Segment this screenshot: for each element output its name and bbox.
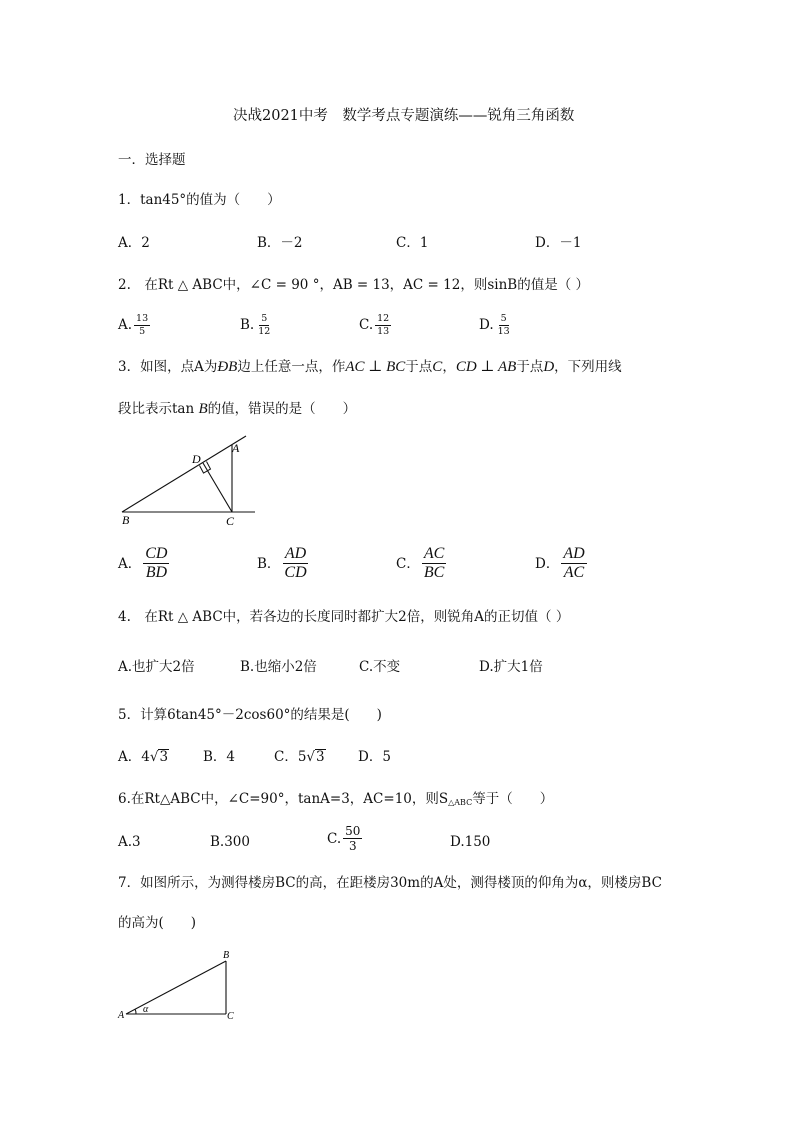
question-4-option-b: B.也缩小2倍 [240, 659, 317, 675]
question-3-option-a [118, 546, 169, 581]
question-7-figure [116, 946, 246, 1026]
option-letter: A. [118, 317, 133, 333]
option-letter: C. [359, 317, 374, 333]
question-2-option-b [240, 314, 272, 336]
option-fraction: $\frac{50}{3}$ [345, 824, 361, 853]
figure-label-b: B [122, 513, 130, 527]
question-7-stem-line2: 的高为( ) [118, 915, 197, 931]
option-fraction: $\frac{5}{13}$ [497, 313, 510, 337]
question-1-option-b: B．－2 [257, 235, 303, 251]
option-fraction: $\frac{AD}{AC}$ [563, 545, 585, 581]
question-1-option-d: D．－1 [535, 235, 582, 251]
question-6-stem: 6.在Rt△ABC中，∠C=90°，tanA=3，AC=10，则$S_{\triangle ABC}$等于（ ） [118, 791, 554, 807]
page-title: 决战2021中考 数学考点专题演练——锐角三角函数 [233, 108, 575, 124]
question-6-option-a: A.3 [118, 834, 141, 850]
option-fraction: $\frac{13}{5}$ [136, 313, 149, 337]
question-6-option-c [327, 825, 362, 852]
option-fraction: $\frac{5}{12}$ [258, 313, 271, 337]
question-5-option-b: B．4 [203, 749, 236, 765]
section-heading: 一．选择题 [118, 152, 186, 168]
question-1-stem: 1．tan45°的值为（ ） [118, 192, 281, 208]
figure-label-c: C [226, 514, 235, 528]
option-fraction: $\frac{AD}{CD}$ [284, 545, 307, 581]
option-letter: B． [257, 555, 281, 572]
option-letter: C． [396, 555, 420, 572]
option-letter: B. [240, 317, 255, 333]
question-3-stem-line1: 3．如图，点A为ÐB边上任意一点，作AC ⊥ BC于点C，CD ⊥ AB于点D，下列用线 [118, 359, 622, 375]
figure-label-a: A [118, 1010, 125, 1021]
question-4-option-a: A.也扩大2倍 [118, 659, 195, 675]
question-3-stem-line2: 段比表示tan B的值，错误的是（ ） [118, 401, 357, 417]
option-letter: D． [535, 555, 560, 572]
question-4-stem: 4. 在Rt △ ABC中，若各边的长度同时都扩大2倍，则锐角A的正切值（ ） [118, 609, 570, 625]
question-5-stem: 5．计算6tan45°－2cos60°的结果是( ) [118, 707, 382, 723]
figure-label-a: A [232, 441, 240, 455]
option-letter: D. [479, 317, 494, 333]
question-4-option-c: C.不变 [359, 659, 401, 675]
option-fraction: $\frac{CD}{BD}$ [145, 545, 168, 581]
figure-label-c: C [227, 1011, 234, 1022]
option-fraction: $\frac{AC}{BC}$ [423, 545, 445, 581]
question-2-option-d [479, 314, 512, 336]
option-letter: C. [327, 830, 342, 847]
question-7-stem-line1: 7．如图所示，为测得楼房BC的高，在距楼房30m的A处，测得楼顶的仰角为α，则楼房BC [118, 875, 662, 891]
question-6-option-d: D.150 [450, 834, 491, 850]
figure-label-b: B [223, 950, 230, 961]
option-letter: A． [118, 555, 142, 572]
question-2-stem: 2. 在Rt △ ABC中，∠C = 90 °，AB = 13，AC = 12，则sinB的值是（ ） [118, 277, 589, 293]
question-5-option-d: D．5 [358, 749, 391, 765]
question-2-option-c [359, 314, 391, 336]
question-5-option-c: C．5√3 [274, 749, 325, 765]
option-fraction: $\frac{12}{13}$ [377, 313, 390, 337]
question-3-option-b [257, 546, 309, 581]
question-5-option-a: A．4√3 [118, 749, 169, 765]
question-6-option-b: B.300 [210, 834, 250, 850]
question-3-option-d [535, 546, 587, 581]
question-3-figure [112, 430, 262, 530]
figure-label-alpha: α [143, 1004, 149, 1015]
question-3-option-c [396, 546, 446, 581]
question-2-option-a [118, 314, 150, 336]
question-1-option-a: A．2 [118, 235, 150, 251]
question-4-option-d: D.扩大1倍 [479, 659, 543, 675]
question-1-option-c: C．1 [396, 235, 429, 251]
figure-label-d: D [192, 452, 201, 466]
